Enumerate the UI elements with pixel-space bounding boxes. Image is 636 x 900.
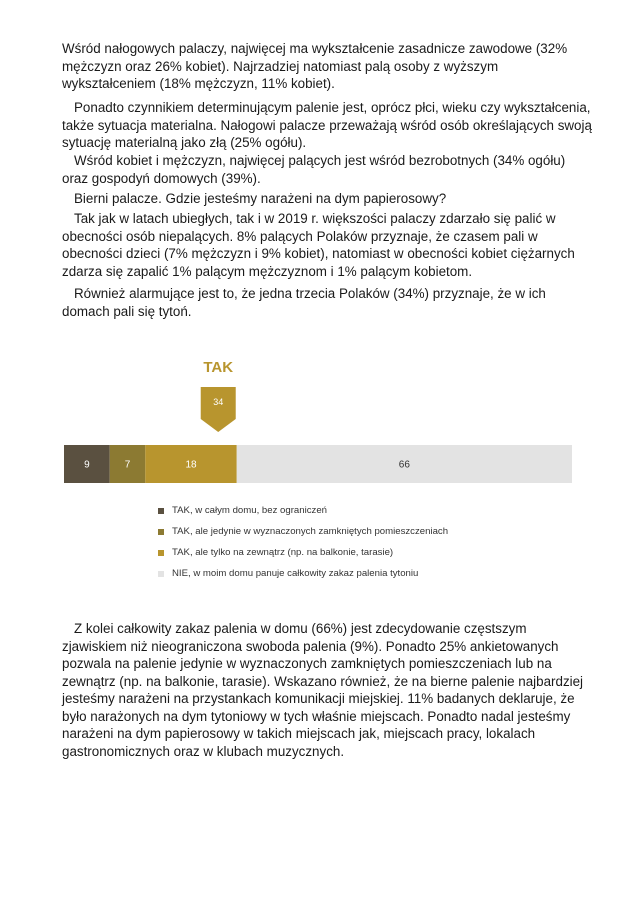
chart-legend bbox=[158, 500, 538, 584]
paragraph-smoking-at-home: Również alarmujące jest to, że jedna trzecia Polaków (34%) przyznaje, że w ich domach pali się tytoń. bbox=[62, 286, 546, 319]
callout-label: TAK bbox=[203, 359, 234, 376]
bar-value-label-2: 7 bbox=[124, 459, 131, 471]
legend-swatch bbox=[158, 550, 164, 556]
paragraph-education: Wśród nałogowych palaczy, najwięcej ma wykształcenie zasadnicze zawodowe (32% mężczyzn oraz 26% kobiet). Najrzadziej natomiast palą osoby z wyższym wykształceniem (18% mężczyzn, 11% kobiet). bbox=[62, 41, 568, 91]
legend-swatch bbox=[158, 571, 164, 577]
legend-item-4 bbox=[158, 563, 538, 584]
paragraph-material-situation: Ponadto czynnikiem determinującym palenie jest, oprócz płci, wieku czy wykształcenia, także sytuacja materialna. Nałogowi palacze przeważają wśród osób określających swoją sytuację materialną jako złą (25% ogółu). bbox=[62, 100, 592, 150]
legend-item-2 bbox=[158, 521, 538, 542]
bar-value-label-3: 18 bbox=[185, 459, 197, 471]
legend-item-1 bbox=[158, 500, 538, 521]
paragraph-smoking-ban: Z kolei całkowity zakaz palenia w domu (66%) jest zdecydowanie częstszym zjawiskiem niż nieograniczona swoboda palenia (9%). Ponadto 25% ankietowanych pozwala na palenie jedynie w wyznaczonych zamkniętych pomieszczeniach lub na zewnątrz (np. na balkonie, tarasie). Wskazano również, że na bierne palenie najbardziej jesteśmy narażeni na przystankach komunikacji miejskiej. 11% badanych deklaruje, że było narażonych na dym tytoniowy w tych właśnie miejscach. Ponadto nadal jesteśmy narażeni na dym papierosowy w takich miejscach jak, miejscach pracy, lokalach gastronomicznych oraz w klubach muzycznych. bbox=[62, 621, 584, 759]
bar-value-label-1: 9 bbox=[84, 459, 90, 471]
paragraph-passive-smokers-heading: Bierni palacze. Gdzie jesteśmy narażeni na dym papierosowy? bbox=[74, 191, 447, 206]
callout-value: 34 bbox=[213, 397, 224, 407]
bar-value-label-4: 66 bbox=[398, 459, 410, 471]
legend-swatch bbox=[158, 508, 164, 514]
legend-item-3 bbox=[158, 542, 538, 563]
legend-label: TAK, ale jedynie w wyznaczonych zamkniętych pomieszczeniach bbox=[172, 526, 449, 537]
callout-marker bbox=[201, 387, 236, 432]
paragraph-smoking-around-others: Tak jak w latach ubiegłych, tak i w 2019 r. większości palaczy zdarzało się palić w obecności osób niepalących. 8% palących Polaków przyznaje, że czasem pali w obecności dzieci (7% mężczyzn i 9% kobiet), natomiast w obecności kobiet ciężarnych zdarza się zapalić 1% palącym mężczyznom i 1% palącym kobietom. bbox=[62, 211, 575, 279]
paragraph-unemployed: Wśród kobiet i mężczyzn, najwięcej palących jest wśród bezrobotnych (34% ogółu) oraz gospodyń domowych (39%). bbox=[62, 153, 566, 186]
legend-label: TAK, w całym domu, bez ograniczeń bbox=[172, 505, 327, 516]
legend-swatch bbox=[158, 529, 164, 535]
legend-label: TAK, ale tylko na zewnątrz (np. na balkonie, tarasie) bbox=[172, 547, 394, 558]
legend-label: NIE, w moim domu panuje całkowity zakaz palenia tytoniu bbox=[172, 568, 419, 579]
